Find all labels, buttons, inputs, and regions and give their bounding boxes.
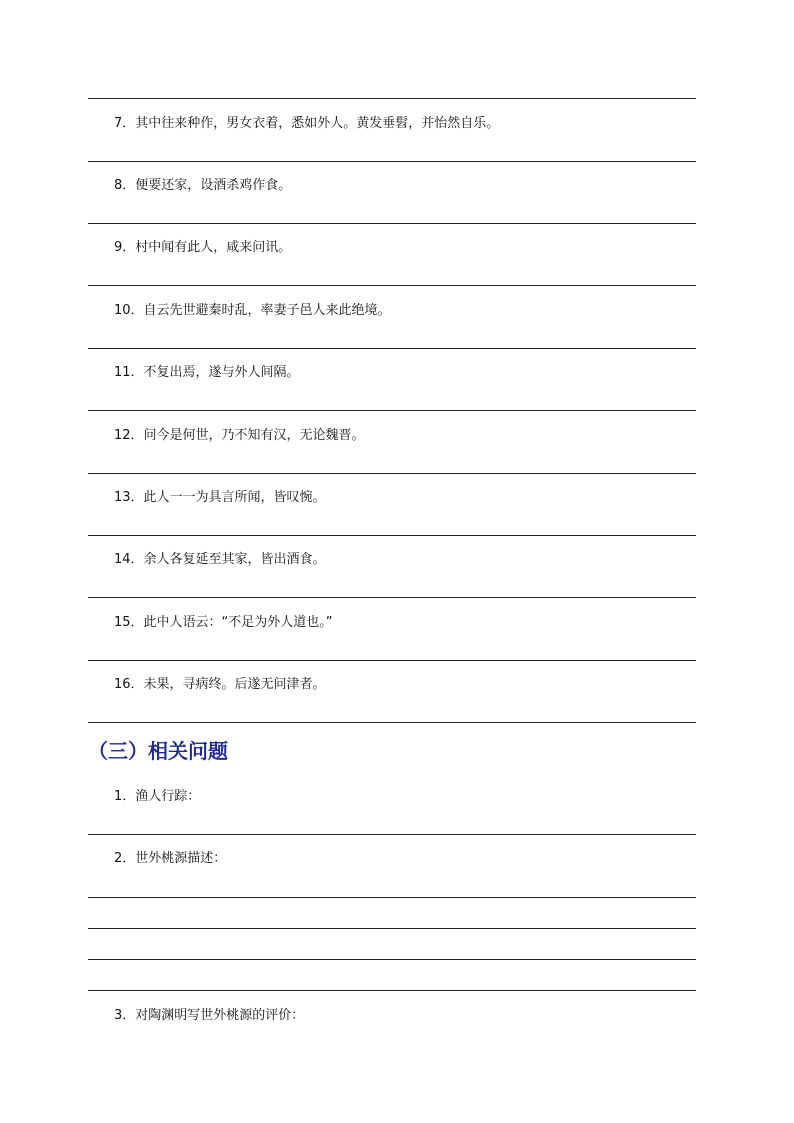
sentence-15: 15．此中人语云：“不足为外人道也。” xyxy=(114,615,333,630)
answer-line xyxy=(88,473,696,474)
answer-line xyxy=(88,98,696,99)
answer-line xyxy=(88,535,696,536)
sentence-14: 14．余人各复延至其家，皆出酒食。 xyxy=(114,552,326,567)
sentence-7: 7．其中往来种作，男女衣着，悉如外人。黄发垂髫，并怡然自乐。 xyxy=(114,116,500,131)
sentence-16: 16．未果，寻病终。后遂无问津者。 xyxy=(114,677,326,692)
answer-line xyxy=(88,959,696,960)
answer-line xyxy=(88,834,696,835)
answer-line xyxy=(88,348,696,349)
question-1: 1．渔人行踪： xyxy=(114,789,201,804)
sentence-11: 11．不复出焉，遂与外人间隔。 xyxy=(114,365,300,380)
answer-line xyxy=(88,161,696,162)
sentence-9: 9．村中闻有此人，咸来问讯。 xyxy=(114,240,292,255)
answer-line xyxy=(88,410,696,411)
answer-line xyxy=(88,597,696,598)
section-heading: （三）相关问题 xyxy=(88,739,228,763)
question-3: 3．对陶渊明写世外桃源的评价： xyxy=(114,1008,305,1023)
sentence-13: 13．此人一一为具言所闻，皆叹惋。 xyxy=(114,490,326,505)
question-2: 2．世外桃源描述： xyxy=(114,851,227,866)
sentence-10: 10．自云先世避秦时乱，率妻子邑人来此绝境。 xyxy=(114,303,391,318)
sentence-8: 8．便要还家，设酒杀鸡作食。 xyxy=(114,178,292,193)
answer-line xyxy=(88,285,696,286)
answer-line xyxy=(88,722,696,723)
answer-line xyxy=(88,990,696,991)
answer-line xyxy=(88,223,696,224)
sentence-12: 12．问今是何世，乃不知有汉，无论魏晋。 xyxy=(114,428,365,443)
answer-line xyxy=(88,928,696,929)
answer-line xyxy=(88,897,696,898)
answer-line xyxy=(88,660,696,661)
